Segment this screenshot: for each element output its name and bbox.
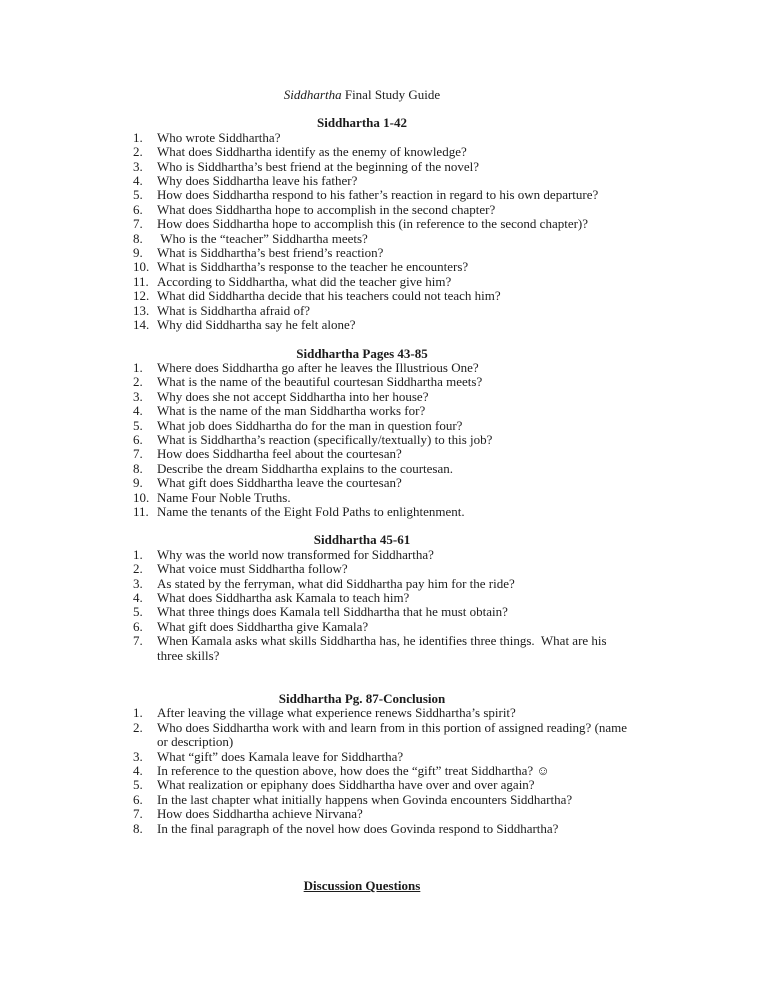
study-guide-section: [96, 691, 631, 836]
question-number: 2.: [133, 144, 143, 160]
question-item: [96, 375, 628, 389]
question-number: 4.: [133, 403, 143, 419]
question-text: What does Siddhartha identify as the enemy of knowledge?: [157, 144, 467, 160]
study-guide-section: [96, 347, 628, 520]
section-heading: Siddhartha 1-42: [317, 115, 407, 131]
question-text: Name the tenants of the Eight Fold Paths to enlightenment.: [157, 503, 465, 519]
question-number: 1.: [133, 705, 143, 721]
question-number: 5.: [133, 187, 143, 203]
question-text: Describe the dream Siddhartha explains to the courtesan.: [157, 460, 454, 476]
question-number: 7.: [133, 446, 143, 462]
question-text: What is the name of the man Siddhartha works for?: [157, 403, 426, 419]
question-number: 2.: [133, 719, 143, 735]
question-number: 1.: [133, 129, 143, 145]
question-text: Why did Siddhartha say he felt alone?: [157, 317, 356, 333]
question-item: [96, 174, 628, 188]
question-text: What gift does Siddhartha give Kamala?: [157, 618, 369, 634]
question-number: 13.: [133, 302, 150, 318]
question-number: 6.: [133, 791, 143, 807]
question-text: According to Siddhartha, what did the teacher give him?: [157, 273, 452, 289]
question-text: Who wrote Siddhartha?: [157, 129, 281, 145]
question-number: 1.: [133, 359, 143, 375]
question-list: [96, 548, 628, 663]
question-item: [96, 232, 628, 246]
question-item: [96, 706, 628, 720]
question-text: In reference to the question above, how does the “gift” treat Siddhartha? ☺: [157, 763, 550, 779]
document-title-book: Siddhartha: [283, 87, 342, 102]
question-item: [96, 620, 628, 634]
question-number: 14.: [133, 317, 150, 333]
question-text: What does Siddhartha hope to accomplish in the second chapter?: [157, 201, 496, 217]
question-item: [96, 433, 628, 447]
question-list: [96, 705, 631, 836]
question-item: [96, 188, 628, 202]
question-text: How does Siddhartha feel about the courtesan?: [157, 446, 402, 462]
question-item: [96, 217, 628, 231]
question-item: [96, 764, 628, 778]
question-item: [96, 419, 628, 433]
question-number: 6.: [133, 618, 143, 634]
question-text: How does Siddhartha respond to his father’s reaction in regard to his own departure?: [157, 187, 599, 203]
question-number: 3.: [133, 748, 143, 764]
question-item: [96, 447, 628, 461]
question-text: What is the name of the beautiful courtesan Siddhartha meets?: [157, 374, 483, 390]
section-heading: Siddhartha Pg. 87-Conclusion: [278, 691, 446, 707]
question-item: [96, 505, 628, 519]
study-guide-section: [96, 533, 628, 663]
question-item: [96, 131, 628, 145]
question-item: [96, 548, 628, 562]
question-number: 9.: [133, 245, 143, 261]
question-number: 6.: [133, 431, 143, 447]
question-number: 8.: [133, 460, 143, 476]
question-number: 3.: [133, 575, 143, 591]
question-item: [96, 605, 628, 619]
question-text: Who does Siddhartha work with and learn from in this portion of assigned reading? (name or description): [157, 719, 631, 750]
question-number: 5.: [133, 417, 143, 433]
question-number: 8.: [133, 820, 143, 836]
question-item: [96, 577, 628, 591]
question-text: Who is Siddhartha’s best friend at the beginning of the novel?: [157, 158, 480, 174]
question-text: What realization or epiphany does Siddhartha have over and over again?: [157, 777, 535, 793]
question-item: [96, 807, 628, 821]
question-item: [96, 318, 628, 332]
document-content: [96, 87, 631, 894]
section-heading: Siddhartha 45-61: [313, 532, 411, 548]
question-item: [96, 390, 628, 404]
question-text: Name Four Noble Truths.: [157, 489, 291, 505]
question-text: Why does she not accept Siddhartha into her house?: [157, 388, 429, 404]
question-number: 6.: [133, 201, 143, 217]
question-number: 10.: [133, 489, 150, 505]
question-text: Why does Siddhartha leave his father?: [157, 173, 358, 189]
question-text: In the last chapter what initially happens when Govinda encounters Siddhartha?: [157, 791, 573, 807]
question-number: 8.: [133, 230, 143, 246]
sections-container: [96, 115, 631, 836]
document-title: [96, 88, 628, 102]
question-number: 9.: [133, 475, 143, 491]
question-item: [96, 246, 628, 260]
question-text: Where does Siddhartha go after he leaves the Illustrious One?: [157, 359, 479, 375]
question-text: What does Siddhartha ask Kamala to teach him?: [157, 590, 410, 605]
question-text: After leaving the village what experience renews Siddhartha’s spirit?: [157, 705, 516, 721]
question-item: [96, 145, 628, 159]
question-item: [96, 778, 628, 792]
question-text: How does Siddhartha achieve Nirvana?: [157, 806, 363, 822]
question-item: [96, 491, 628, 505]
question-item: [96, 404, 628, 418]
document-title-rest: Final Study Guide: [341, 87, 441, 102]
question-number: 7.: [133, 633, 143, 649]
question-item: [96, 562, 628, 576]
question-text: What is Siddhartha’s response to the teacher he encounters?: [157, 259, 469, 275]
question-text: As stated by the ferryman, what did Siddhartha pay him for the ride?: [157, 575, 515, 591]
question-number: 2.: [133, 561, 143, 577]
question-text: What gift does Siddhartha leave the courtesan?: [157, 475, 402, 491]
study-guide-section: [96, 116, 628, 332]
question-number: 11.: [133, 503, 149, 519]
question-item: [96, 260, 628, 274]
question-number: 2.: [133, 374, 143, 390]
question-number: 3.: [133, 388, 143, 404]
question-item: [96, 476, 628, 490]
question-item: [96, 462, 628, 476]
discussion-questions-heading: Discussion Questions: [303, 878, 421, 894]
question-number: 11.: [133, 273, 149, 289]
question-text: Why was the world now transformed for Siddhartha?: [157, 546, 434, 562]
question-text: In the final paragraph of the novel how does Govinda respond to Siddhartha?: [157, 820, 559, 836]
question-number: 4.: [133, 763, 143, 779]
question-item: [96, 361, 628, 375]
question-text: What voice must Siddhartha follow?: [157, 561, 348, 577]
question-number: 3.: [133, 158, 143, 174]
question-number: 1.: [133, 546, 143, 562]
question-text: How does Siddhartha hope to accomplish this (in reference to the second chapter)?: [157, 216, 589, 232]
question-list: [96, 131, 628, 333]
question-item: [96, 822, 628, 836]
question-number: 4.: [133, 173, 143, 189]
question-number: 7.: [133, 216, 143, 232]
section-heading: Siddhartha Pages 43-85: [296, 345, 428, 361]
question-item: [96, 750, 628, 764]
question-number: 7.: [133, 806, 143, 822]
question-text: What did Siddhartha decide that his teachers could not teach him?: [157, 288, 501, 304]
question-text: What three things does Kamala tell Siddhartha that he must obtain?: [157, 604, 508, 620]
question-text: What is Siddhartha afraid of?: [157, 302, 311, 318]
question-text: When Kamala asks what skills Siddhartha has, he identifies three things. What are his three skills?: [157, 633, 610, 663]
question-number: 12.: [133, 288, 150, 304]
question-item: [96, 203, 628, 217]
question-item: [96, 304, 628, 318]
question-item: [96, 634, 628, 663]
question-item: [96, 793, 628, 807]
question-list: [96, 361, 628, 519]
question-text: What “gift” does Kamala leave for Siddhartha?: [157, 748, 404, 764]
question-number: 4.: [133, 590, 143, 605]
question-text: What is Siddhartha’s best friend’s reaction?: [157, 245, 384, 261]
question-text: What job does Siddhartha do for the man in question four?: [157, 417, 463, 433]
question-item: [96, 275, 628, 289]
question-item: [96, 160, 628, 174]
question-item: [96, 289, 628, 303]
question-number: 5.: [133, 604, 143, 620]
question-text: Who is the “teacher” Siddhartha meets?: [157, 230, 368, 246]
question-item: [96, 591, 628, 605]
question-number: 10.: [133, 259, 150, 275]
question-text: What is Siddhartha’s reaction (specifically/textually) to this job?: [157, 431, 493, 447]
question-item: [96, 719, 631, 750]
question-number: 5.: [133, 777, 143, 793]
